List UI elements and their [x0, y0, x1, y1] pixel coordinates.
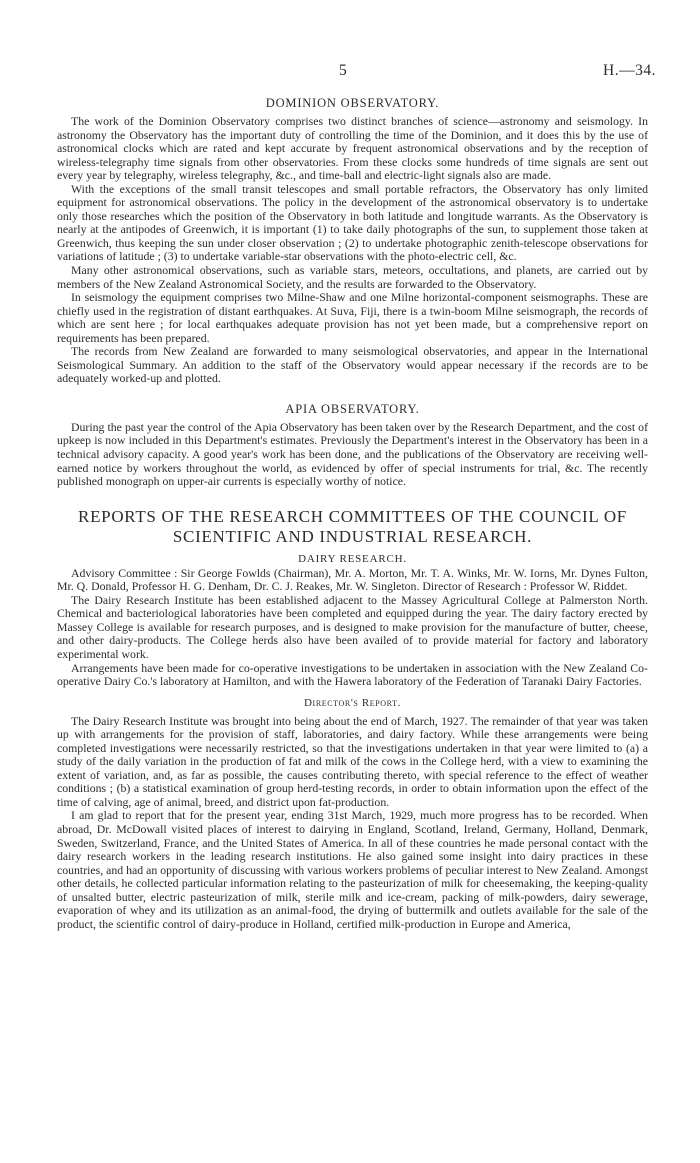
subsection-heading: Director's Report.	[304, 696, 401, 709]
page-header	[57, 62, 656, 84]
paragraph: In seismology the equipment comprises two Milne-Shaw and one Milne horizontal-component seismographs. These are chiefly used in the registration of distant earthquakes. At Suva, Fiji, there is a twin-boom Milne seismograph, the records of which are sent here ; for local earthquakes adequate provision has not yet been made, but a comprehensive report on requirements has been prepared.	[57, 290, 648, 345]
section-apia-observatory	[57, 402, 648, 489]
paragraph: The Dairy Research Institute was brought into being about the end of March, 1927. The remainder of that year was taken up with arrangements for the provision of staff, laboratories, and dairy factory. While these arrangements were being completed investigations were necessarily restricted, so that the investigations undertaken in that year were limited to (a) a study of the daily variation in the production of fat and milk of the cows in the College herd, with a view to examining the extent of variation, and, as far as possible, the causes contributing thereto, with special reference to the effect of weather conditions ; (b) a statistical examination of group herd-testing records, in order to obtain information upon the effect of the time of calving, age of animal, breed, and district upon fat-production.	[57, 713, 648, 809]
section-directors-report	[57, 697, 648, 932]
spacer	[57, 386, 648, 402]
section-heading: APIA OBSERVATORY.	[285, 401, 420, 416]
section-dominion-observatory	[57, 96, 648, 386]
paragraph: The work of the Dominion Observatory comprises two distinct branches of science—astronomy and seismology. In astronomy the Observatory has the important duty of controlling the time of the Dominion, and it does this by the use of astronomical clocks which are rated and kept accurate by frequent astronomical observations and by the reception of wireless-telegraphy time signals from other observatories. From these clocks some hundreds of time signals are sent out every year by telegraphy, wireless telegraphy, &c., and time-ball and electric-light signals also are made.	[57, 114, 648, 183]
major-heading	[57, 507, 648, 547]
section-research-committees	[57, 507, 648, 689]
paragraph: I am glad to report that for the present year, ending 31st March, 1929, much more progress has to be recorded. When abroad, Dr. McDowall visited places of interest to dairying in England, Scotland, Ireland, Germany, Holland, Denmark, Sweden, Switzerland, France, and the United States of America. In all of these countries he made personal contact with the dairy research workers in the leading research institutions. He also gained some insight into dairy practices in these countries, and had an opportunity of discussing with various workers problems of peculiar interest to New Zealand. Amongst other details, he collected particular information relating to the pasteurization of milk for cheesemaking, the keeping-quality of unsalted butter, electric pasteurization of milk, sterile milk and ice-cream, packing of milk-powders, dairy sewerage, evaporation of whey and its utilization as an animal-food, the drying of buttermilk and outlets available for the sale of the product, the scientific control of dairy-produce in Holland, certified milk-production in Europe and America,	[57, 808, 648, 931]
page-body	[57, 96, 648, 931]
document-reference: H.—34.	[603, 62, 656, 79]
major-heading-line: SCIENTIFIC AND INDUSTRIAL RESEARCH.	[172, 526, 533, 546]
section-heading: DOMINION OBSERVATORY.	[265, 96, 440, 110]
paragraph: The Dairy Research Institute has been established adjacent to the Massey Agricultural College at Palmerston North. Chemical and bacteriological laboratories have been completed and equipped during the year. The dairy factory erected by Massey College is available for research purposes, and is designed to make provision for the manufacture of butter, cheese, and other dairy-products. The College herds also have been availed of to provide material for factory and laboratory experimental work.	[57, 592, 648, 661]
major-heading-line: REPORTS OF THE RESEARCH COMMITTEES OF THE COUNCIL OF	[78, 506, 627, 526]
paragraph: Advisory Committee : Sir George Fowlds (Chairman), Mr. A. Morton, Mr. T. A. Winks, Mr. W. Iorns, Mr. Dynes Fulton, Mr. Q. Donald, Professor H. G. Denham, Dr. C. J. Reakes, Mr. W. Singleton. Director of Research : Professor W. Riddet.	[57, 565, 648, 594]
page-number: 5	[339, 62, 347, 79]
paragraph: The records from New Zealand are forwarded to many seismological observatories, and appear in the International Seismological Summary. An addition to the staff of the Observatory would appear necessary if the records are to be adequately worked-up and plotted.	[57, 344, 648, 386]
subsection-heading: DAIRY RESEARCH.	[298, 552, 407, 565]
paragraph: Arrangements have been made for co-operative investigations to be undertaken in association with the New Zealand Co-operative Dairy Co.'s laboratory at Hamilton, and with the Hawera laboratory of the Federation of Taranaki Dairy Factories.	[57, 660, 648, 689]
paragraph: With the exceptions of the small transit telescopes and small portable refractors, the Observatory has only limited equipment for astronomical observations. The policy in the development of the astronomical observatory is to undertake only those researches which the position of the Observatory in both latitude and longitude warrants. As the Observatory is nearly at the antipodes of Greenwich, it is important (1) to take daily photographs of the sun, to supplement those taken at Greenwich, thus keeping the sun under closer observation ; (2) to undertake photographic zenith-telescope observations for variations of latitude ; (3) to undertake variable-star observations with the photo-electric cell, &c.	[57, 181, 648, 264]
paragraph: Many other astronomical observations, such as variable stars, meteors, occultations, and planets, are carried out by members of the New Zealand Astronomical Society, and the results are forwarded to the Observatory.	[57, 263, 648, 291]
paragraph: During the past year the control of the Apia Observatory has been taken over by the Research Department, and the cost of upkeep is now included in this Department's estimates. Previously the Department's interest in the Observatory has been in a technical advisory capacity. A good year's work has been done, and the publications of the Observatory are receiving well-earned notice by workers throughout the world, as evidenced by offer of special instruments for trial, &c. The recently published monograph on upper-air currents is especially worthy of notice.	[57, 419, 648, 489]
